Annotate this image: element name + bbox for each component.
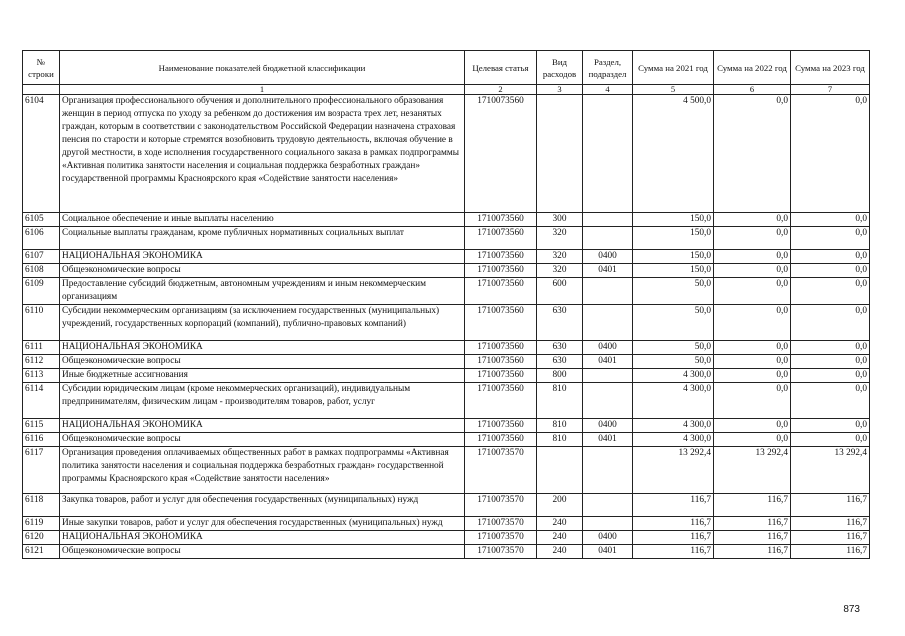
table-row (23, 494, 870, 517)
sum-2022: 0,0 (714, 95, 791, 213)
sum-2023: 0,0 (791, 341, 870, 355)
row-number: 6121 (23, 545, 60, 559)
indicator-name: Предоставление субсидий бюджетным, автономным учреждениям и иным некоммерческим организациям (60, 278, 465, 305)
table-row (23, 305, 870, 341)
sum-2022: 0,0 (714, 355, 791, 369)
sum-2021: 50,0 (633, 355, 714, 369)
table-row (23, 264, 870, 278)
row-number: 6119 (23, 517, 60, 531)
sum-2021: 4 300,0 (633, 419, 714, 433)
section-subsection: 0401 (583, 355, 633, 369)
indicator-name: Социальное обеспечение и иные выплаты населению (60, 213, 465, 227)
col-number: 7 (791, 85, 870, 95)
expense-type (537, 447, 583, 494)
sum-2023: 0,0 (791, 305, 870, 341)
indicator-name: Субсидии некоммерческим организациям (за исключением государственных (муниципальных) учреждений, государственных корпораций (компаний), публично-правовых компаний) (60, 305, 465, 341)
sum-2023: 116,7 (791, 494, 870, 517)
row-number: 6115 (23, 419, 60, 433)
row-number: 6106 (23, 227, 60, 250)
expense-type: 630 (537, 355, 583, 369)
table-row (23, 383, 870, 419)
target-article: 1710073560 (465, 264, 537, 278)
target-article: 1710073560 (465, 341, 537, 355)
col-number: 5 (633, 85, 714, 95)
table-row (23, 447, 870, 494)
expense-type: 320 (537, 264, 583, 278)
row-number: 6114 (23, 383, 60, 419)
section-subsection: 0400 (583, 341, 633, 355)
header-razdel: Раздел, подраздел (583, 51, 633, 85)
section-subsection: 0401 (583, 545, 633, 559)
sum-2021: 4 300,0 (633, 383, 714, 419)
col-number: 4 (583, 85, 633, 95)
sum-2021: 150,0 (633, 213, 714, 227)
table-row (23, 517, 870, 531)
column-number-row (23, 85, 870, 95)
sum-2023: 0,0 (791, 355, 870, 369)
row-number: 6104 (23, 95, 60, 213)
sum-2022: 0,0 (714, 433, 791, 447)
section-subsection (583, 369, 633, 383)
row-number: 6118 (23, 494, 60, 517)
sum-2021: 116,7 (633, 545, 714, 559)
indicator-name: НАЦИОНАЛЬНАЯ ЭКОНОМИКА (60, 531, 465, 545)
header-vid: Вид расходов (537, 51, 583, 85)
row-number: 6120 (23, 531, 60, 545)
col-number: 3 (537, 85, 583, 95)
indicator-name: Социальные выплаты гражданам, кроме публичных нормативных социальных выплат (60, 227, 465, 250)
indicator-name: Организация профессионального обучения и дополнительного профессионального образования женщин в период отпуска по уходу за ребенком до достижения им возраста трех лет, незанятых граждан, которым в соответствии с законодательством Российской Федерации назначена страховая пенсия по старости и которые стремятся возобновить трудовую деятельность, включая обучение в другой местности, в ходе исполнения государственного социального заказа в рамках подпрограммы «Активная политика занятости населения и социальная поддержка безработных граждан» государственной программы Красноярского края «Содействие занятости населения» (60, 95, 465, 213)
expense-type: 810 (537, 433, 583, 447)
sum-2021: 50,0 (633, 305, 714, 341)
indicator-name: Субсидии юридическим лицам (кроме некоммерческих организаций), индивидуальным предпринимателям, физическим лицам - производителям товаров, работ, услуг (60, 383, 465, 419)
row-number: 6110 (23, 305, 60, 341)
target-article: 1710073560 (465, 305, 537, 341)
expense-type: 200 (537, 494, 583, 517)
indicator-name: Общеэкономические вопросы (60, 355, 465, 369)
header-num: № строки (23, 51, 60, 85)
indicator-name: Общеэкономические вопросы (60, 433, 465, 447)
row-number: 6113 (23, 369, 60, 383)
table-row (23, 433, 870, 447)
table-row (23, 419, 870, 433)
table-row (23, 545, 870, 559)
section-subsection (583, 517, 633, 531)
sum-2023: 0,0 (791, 433, 870, 447)
target-article: 1710073560 (465, 213, 537, 227)
row-number: 6112 (23, 355, 60, 369)
table-row (23, 95, 870, 213)
sum-2021: 4 300,0 (633, 369, 714, 383)
row-number: 6105 (23, 213, 60, 227)
indicator-name: НАЦИОНАЛЬНАЯ ЭКОНОМИКА (60, 250, 465, 264)
section-subsection (583, 227, 633, 250)
sum-2023: 0,0 (791, 278, 870, 305)
sum-2022: 0,0 (714, 213, 791, 227)
sum-2021: 50,0 (633, 341, 714, 355)
sum-2021: 116,7 (633, 531, 714, 545)
row-number: 6117 (23, 447, 60, 494)
section-subsection (583, 213, 633, 227)
target-article: 1710073560 (465, 355, 537, 369)
sum-2022: 116,7 (714, 494, 791, 517)
col-number: 1 (60, 85, 465, 95)
sum-2022: 13 292,4 (714, 447, 791, 494)
indicator-name: НАЦИОНАЛЬНАЯ ЭКОНОМИКА (60, 341, 465, 355)
indicator-name: Общеэкономические вопросы (60, 264, 465, 278)
sum-2022: 0,0 (714, 264, 791, 278)
indicator-name: Иные бюджетные ассигнования (60, 369, 465, 383)
header-sum-2021: Сумма на 2021 год (633, 51, 714, 85)
budget-table (22, 50, 870, 559)
expense-type: 300 (537, 213, 583, 227)
target-article: 1710073560 (465, 278, 537, 305)
table-row (23, 531, 870, 545)
sum-2023: 0,0 (791, 383, 870, 419)
header-sum-2022: Сумма на 2022 год (714, 51, 791, 85)
col-number: 6 (714, 85, 791, 95)
header-code: Целевая статья (465, 51, 537, 85)
target-article: 1710073570 (465, 545, 537, 559)
section-subsection: 0401 (583, 264, 633, 278)
sum-2023: 0,0 (791, 95, 870, 213)
section-subsection: 0401 (583, 433, 633, 447)
table-row (23, 213, 870, 227)
sum-2023: 116,7 (791, 517, 870, 531)
sum-2022: 0,0 (714, 227, 791, 250)
sum-2022: 0,0 (714, 305, 791, 341)
section-subsection (583, 383, 633, 419)
expense-type: 630 (537, 341, 583, 355)
row-number: 6111 (23, 341, 60, 355)
sum-2022: 116,7 (714, 545, 791, 559)
target-article: 1710073560 (465, 433, 537, 447)
sum-2023: 0,0 (791, 264, 870, 278)
section-subsection: 0400 (583, 531, 633, 545)
table-row (23, 341, 870, 355)
page-number: 873 (843, 604, 860, 615)
sum-2022: 0,0 (714, 383, 791, 419)
target-article: 1710073570 (465, 531, 537, 545)
sum-2021: 150,0 (633, 227, 714, 250)
section-subsection: 0400 (583, 250, 633, 264)
row-number: 6108 (23, 264, 60, 278)
header-row (23, 51, 870, 85)
table-row (23, 227, 870, 250)
target-article: 1710073560 (465, 227, 537, 250)
expense-type: 240 (537, 545, 583, 559)
sum-2022: 116,7 (714, 531, 791, 545)
sum-2023: 0,0 (791, 250, 870, 264)
indicator-name: Закупка товаров, работ и услуг для обеспечения государственных (муниципальных) нужд (60, 494, 465, 517)
section-subsection (583, 278, 633, 305)
row-number: 6107 (23, 250, 60, 264)
sum-2023: 13 292,4 (791, 447, 870, 494)
row-number: 6109 (23, 278, 60, 305)
section-subsection: 0400 (583, 419, 633, 433)
expense-type: 630 (537, 305, 583, 341)
indicator-name: Общеэкономические вопросы (60, 545, 465, 559)
sum-2021: 4 300,0 (633, 433, 714, 447)
target-article: 1710073560 (465, 383, 537, 419)
table-row (23, 355, 870, 369)
sum-2023: 0,0 (791, 369, 870, 383)
target-article: 1710073570 (465, 447, 537, 494)
indicator-name: Организация проведения оплачиваемых общественных работ в рамках подпрограммы «Активная политика занятости населения и социальная поддержка безработных граждан» государственной программы Красноярского края «Содействие занятости населения» (60, 447, 465, 494)
section-subsection (583, 494, 633, 517)
indicator-name: НАЦИОНАЛЬНАЯ ЭКОНОМИКА (60, 419, 465, 433)
sum-2022: 0,0 (714, 419, 791, 433)
sum-2021: 116,7 (633, 517, 714, 531)
target-article: 1710073560 (465, 95, 537, 213)
sum-2022: 0,0 (714, 250, 791, 264)
sum-2023: 0,0 (791, 227, 870, 250)
section-subsection (583, 305, 633, 341)
sum-2021: 13 292,4 (633, 447, 714, 494)
expense-type: 810 (537, 383, 583, 419)
table-row (23, 278, 870, 305)
sum-2021: 150,0 (633, 250, 714, 264)
header-sum-2023: Сумма на 2023 год (791, 51, 870, 85)
expense-type: 320 (537, 227, 583, 250)
sum-2021: 116,7 (633, 494, 714, 517)
target-article: 1710073570 (465, 517, 537, 531)
row-number: 6116 (23, 433, 60, 447)
target-article: 1710073560 (465, 419, 537, 433)
sum-2023: 0,0 (791, 213, 870, 227)
sum-2021: 150,0 (633, 264, 714, 278)
expense-type: 800 (537, 369, 583, 383)
sum-2021: 4 500,0 (633, 95, 714, 213)
sum-2022: 116,7 (714, 517, 791, 531)
expense-type: 240 (537, 517, 583, 531)
sum-2021: 50,0 (633, 278, 714, 305)
table-row (23, 250, 870, 264)
sum-2023: 116,7 (791, 545, 870, 559)
sum-2023: 116,7 (791, 531, 870, 545)
col-number (23, 85, 60, 95)
section-subsection (583, 447, 633, 494)
indicator-name: Иные закупки товаров, работ и услуг для обеспечения государственных (муниципальных) нужд (60, 517, 465, 531)
expense-type: 240 (537, 531, 583, 545)
table-row (23, 369, 870, 383)
expense-type: 810 (537, 419, 583, 433)
sum-2022: 0,0 (714, 341, 791, 355)
expense-type (537, 95, 583, 213)
target-article: 1710073560 (465, 250, 537, 264)
sum-2023: 0,0 (791, 419, 870, 433)
header-name: Наименование показателей бюджетной классификации (60, 51, 465, 85)
col-number: 2 (465, 85, 537, 95)
section-subsection (583, 95, 633, 213)
expense-type: 600 (537, 278, 583, 305)
sum-2022: 0,0 (714, 278, 791, 305)
sum-2022: 0,0 (714, 369, 791, 383)
expense-type: 320 (537, 250, 583, 264)
target-article: 1710073560 (465, 369, 537, 383)
target-article: 1710073570 (465, 494, 537, 517)
